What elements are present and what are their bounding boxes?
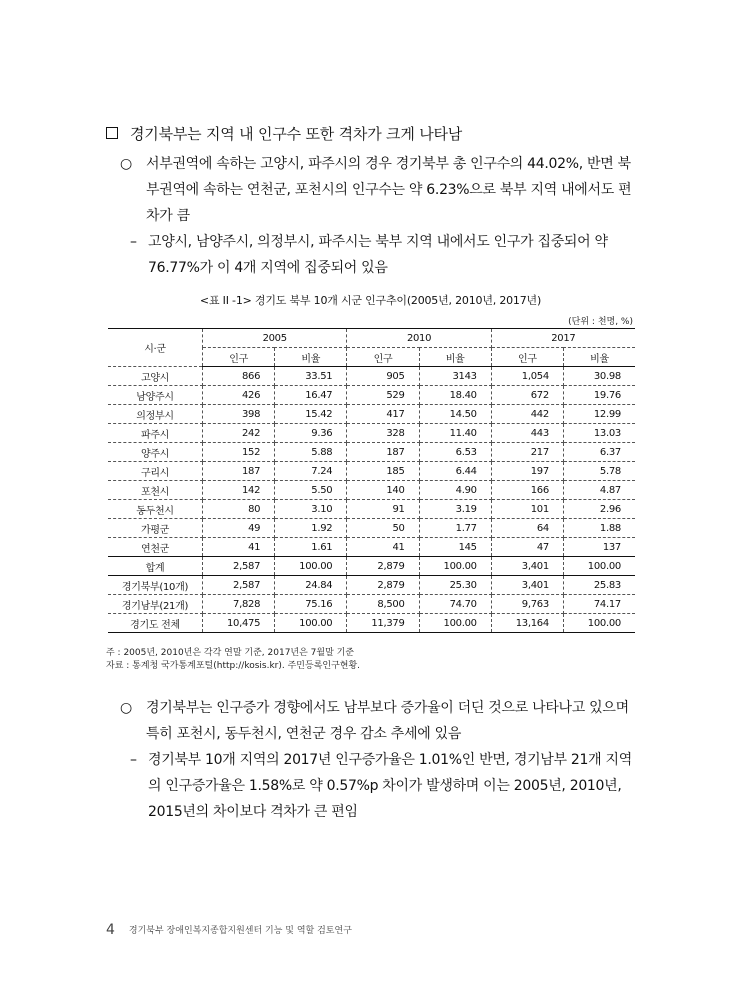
- region-header: 시·군: [108, 329, 203, 367]
- subheader-ratio: 비율: [275, 348, 347, 367]
- ratio-cell: 100.00: [563, 557, 635, 576]
- year-header-2017: 2017: [491, 329, 635, 348]
- population-cell: 426: [203, 386, 275, 405]
- dash-bullet-icon: –: [130, 752, 137, 768]
- table-row: [108, 443, 635, 462]
- population-cell: 10,475: [203, 614, 275, 633]
- population-cell: 443: [491, 424, 563, 443]
- population-cell: 140: [347, 481, 419, 500]
- ratio-cell: 30.98: [563, 367, 635, 386]
- ratio-cell: 3.19: [419, 500, 491, 519]
- population-cell: 905: [347, 367, 419, 386]
- table-caption: <표 II -1> 경기도 북부 10개 시군 인구추이(2005년, 2010년, 2017년): [199, 294, 542, 307]
- dash-text-2: 경기북부 10개 지역의 2017년 인구증가율은 1.01%인 반면, 경기남부 21개 지역의 인구증가율은 1.58%로 약 0.57%p 차이가 발생하며 이는 2005년, 2010년, 2015년의 차이보다 격차가 큰 편임: [148, 752, 632, 820]
- ratio-cell: 145: [419, 538, 491, 557]
- ratio-cell: 33.51: [275, 367, 347, 386]
- population-cell: 101: [491, 500, 563, 519]
- subheader-ratio: 비율: [419, 348, 491, 367]
- circle-bullet-icon: ○: [120, 156, 132, 172]
- ratio-cell: 4.87: [563, 481, 635, 500]
- population-cell: 866: [203, 367, 275, 386]
- ratio-cell: 5.88: [275, 443, 347, 462]
- population-table: [108, 328, 635, 633]
- table-notes: [106, 647, 360, 673]
- population-cell: 91: [347, 500, 419, 519]
- population-cell: 142: [203, 481, 275, 500]
- ratio-cell: 6.53: [419, 443, 491, 462]
- table-row: [108, 519, 635, 538]
- population-cell: 8,500: [347, 595, 419, 614]
- ratio-cell: 1.61: [275, 538, 347, 557]
- region-name-cell: 경기남부(21개): [108, 595, 203, 614]
- table-source: 자료 : 통계청 국가통계포털(http://kosis.kr). 주민등록인구현황.: [106, 661, 361, 671]
- bullet-text-2: 경기북부는 인구증가 경향에서도 남부보다 증가율이 더딘 것으로 나타나고 있으며 특히 포천시, 동두천시, 연천군 경우 감소 추세에 있음: [146, 700, 629, 742]
- region-name-cell: 합계: [108, 557, 203, 576]
- ratio-cell: 9.36: [275, 424, 347, 443]
- ratio-cell: 100.00: [563, 614, 635, 633]
- table-row: [108, 595, 635, 614]
- ratio-cell: 24.84: [275, 576, 347, 595]
- year-header-2005: 2005: [203, 329, 347, 348]
- population-cell: 64: [491, 519, 563, 538]
- population-cell: 187: [203, 462, 275, 481]
- population-cell: 442: [491, 405, 563, 424]
- table-row: [108, 500, 635, 519]
- subheader-ratio: 비율: [563, 348, 635, 367]
- ratio-cell: 7.24: [275, 462, 347, 481]
- ratio-cell: 12.99: [563, 405, 635, 424]
- population-cell: 3,401: [491, 576, 563, 595]
- ratio-cell: 18.40: [419, 386, 491, 405]
- table-row: [108, 614, 635, 633]
- region-name-cell: 양주시: [108, 443, 203, 462]
- ratio-cell: 5.78: [563, 462, 635, 481]
- bullet-text-1: 서부권역에 속하는 고양시, 파주시의 경우 경기북부 총 인구수의 44.02%, 반면 북부권역에 속하는 연천군, 포천시의 인구수는 약 6.23%으로 북부 지역 내에서도 편차가 큼: [146, 156, 632, 224]
- ratio-cell: 100.00: [275, 614, 347, 633]
- region-name-cell: 경기도 전체: [108, 614, 203, 633]
- population-cell: 41: [347, 538, 419, 557]
- year-header-2010: 2010: [347, 329, 491, 348]
- table-note: 주 : 2005년, 2010년은 각각 연말 기준, 2017년은 7월말 기준: [106, 648, 355, 658]
- population-cell: 187: [347, 443, 419, 462]
- ratio-cell: 16.47: [275, 386, 347, 405]
- bullet-paragraph-2: [120, 695, 640, 747]
- ratio-cell: 25.30: [419, 576, 491, 595]
- region-name-cell: 고양시: [108, 367, 203, 386]
- population-cell: 529: [347, 386, 419, 405]
- population-cell: 11,379: [347, 614, 419, 633]
- table-row: [108, 405, 635, 424]
- population-cell: 9,763: [491, 595, 563, 614]
- population-cell: 672: [491, 386, 563, 405]
- population-cell: 47: [491, 538, 563, 557]
- ratio-cell: 74.17: [563, 595, 635, 614]
- ratio-cell: 2.96: [563, 500, 635, 519]
- bullet-paragraph-1: [120, 151, 640, 229]
- region-name-cell: 경기북부(10개): [108, 576, 203, 595]
- population-cell: 2,879: [347, 576, 419, 595]
- table-row: [108, 386, 635, 405]
- population-cell: 185: [347, 462, 419, 481]
- table-row: [108, 367, 635, 386]
- population-cell: 152: [203, 443, 275, 462]
- region-name-cell: 포천시: [108, 481, 203, 500]
- population-cell: 80: [203, 500, 275, 519]
- dash-bullet-icon: –: [130, 234, 137, 250]
- table-row: [108, 424, 635, 443]
- region-name-cell: 파주시: [108, 424, 203, 443]
- ratio-cell: 6.44: [419, 462, 491, 481]
- population-cell: 7,828: [203, 595, 275, 614]
- dash-text-1: 고양시, 남양주시, 의정부시, 파주시는 북부 지역 내에서도 인구가 집중되어 약 76.77%가 이 4개 지역에 집중되어 있음: [148, 234, 608, 276]
- population-cell: 50: [347, 519, 419, 538]
- population-cell: 197: [491, 462, 563, 481]
- table-row: [108, 462, 635, 481]
- region-name-cell: 동두천시: [108, 500, 203, 519]
- region-name-cell: 의정부시: [108, 405, 203, 424]
- dash-paragraph-1: [130, 229, 640, 281]
- table-row: [108, 557, 635, 576]
- ratio-cell: 100.00: [419, 557, 491, 576]
- ratio-cell: 1.92: [275, 519, 347, 538]
- ratio-cell: 1.77: [419, 519, 491, 538]
- population-cell: 13,164: [491, 614, 563, 633]
- circle-bullet-icon: ○: [120, 700, 132, 716]
- ratio-cell: 6.37: [563, 443, 635, 462]
- population-cell: 2,587: [203, 576, 275, 595]
- region-name-cell: 연천군: [108, 538, 203, 557]
- ratio-cell: 1.88: [563, 519, 635, 538]
- population-cell: 242: [203, 424, 275, 443]
- region-name-cell: 남양주시: [108, 386, 203, 405]
- population-cell: 166: [491, 481, 563, 500]
- ratio-cell: 75.16: [275, 595, 347, 614]
- page-footer: [106, 922, 352, 938]
- ratio-cell: 74.70: [419, 595, 491, 614]
- footer-title: 경기북부 장애인복지종합지원센터 기능 및 역할 검토연구: [128, 926, 352, 936]
- ratio-cell: 14.50: [419, 405, 491, 424]
- population-cell: 41: [203, 538, 275, 557]
- population-cell: 2,587: [203, 557, 275, 576]
- subheader-population: 인구: [491, 348, 563, 367]
- checkbox-icon: [106, 127, 118, 139]
- region-name-cell: 가평군: [108, 519, 203, 538]
- population-cell: 49: [203, 519, 275, 538]
- ratio-cell: 3143: [419, 367, 491, 386]
- population-cell: 217: [491, 443, 563, 462]
- ratio-cell: 100.00: [275, 557, 347, 576]
- ratio-cell: 4.90: [419, 481, 491, 500]
- section-heading-text: 경기북부는 지역 내 인구수 또한 격차가 크게 나타남: [130, 125, 463, 143]
- ratio-cell: 13.03: [563, 424, 635, 443]
- population-cell: 417: [347, 405, 419, 424]
- ratio-cell: 15.42: [275, 405, 347, 424]
- ratio-cell: 19.76: [563, 386, 635, 405]
- ratio-cell: 5.50: [275, 481, 347, 500]
- dash-paragraph-2: [130, 747, 640, 825]
- population-cell: 398: [203, 405, 275, 424]
- table-row: [108, 576, 635, 595]
- ratio-cell: 11.40: [419, 424, 491, 443]
- section-heading: [106, 123, 462, 144]
- population-cell: 2,879: [347, 557, 419, 576]
- region-name-cell: 구리시: [108, 462, 203, 481]
- ratio-cell: 3.10: [275, 500, 347, 519]
- table-row: [108, 481, 635, 500]
- table-row: [108, 538, 635, 557]
- population-cell: 1,054: [491, 367, 563, 386]
- population-cell: 3,401: [491, 557, 563, 576]
- ratio-cell: 137: [563, 538, 635, 557]
- ratio-cell: 100.00: [419, 614, 491, 633]
- ratio-cell: 25.83: [563, 576, 635, 595]
- page-number: 4: [106, 922, 115, 938]
- subheader-population: 인구: [347, 348, 419, 367]
- table-unit: (단위 : 천명, %): [568, 317, 633, 327]
- population-cell: 328: [347, 424, 419, 443]
- subheader-population: 인구: [203, 348, 275, 367]
